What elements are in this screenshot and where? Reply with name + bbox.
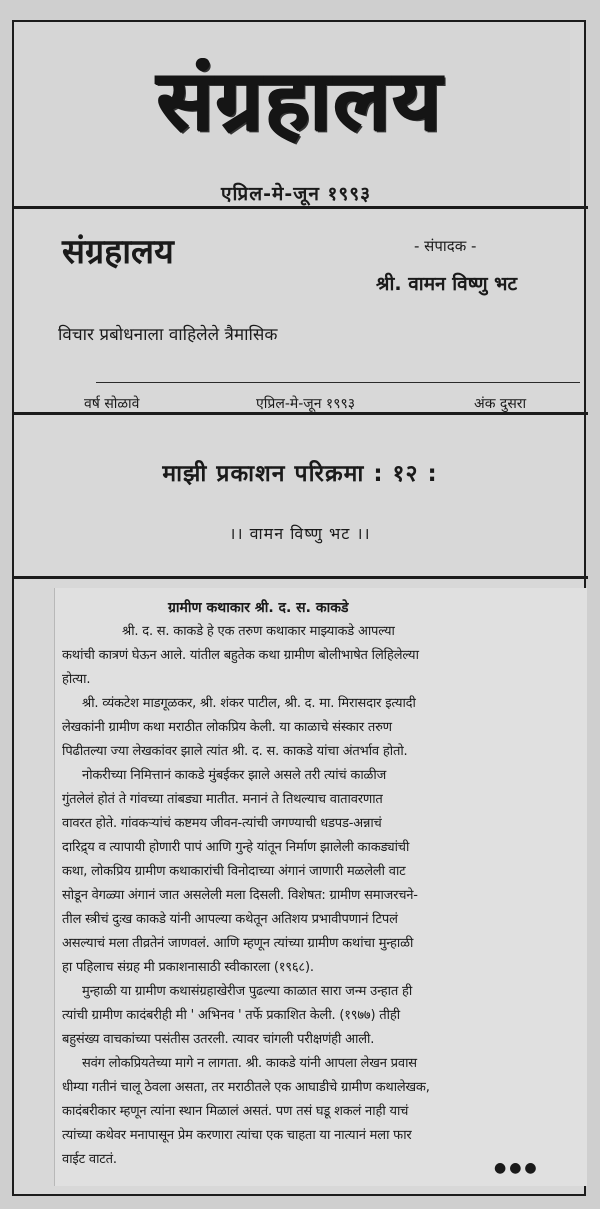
article-line: सवंग लोकप्रियतेच्या मागे न लागता. श्री. काकडे यांनी आपला लेखन प्रवास (82, 1056, 417, 1071)
article-line: श्री. द. स. काकडे हे एक तरुण कथाकार माझ्याकडे आपल्या (122, 624, 395, 639)
masthead-date: एप्रिल-मे-जून १९९३ (220, 183, 372, 205)
editor-label: - संपादक - (414, 237, 477, 255)
article-line: त्यांच्या कथेवर मनापासून प्रेम करणारा त्यांचा एक चाहता या नात्यानं मला फार (62, 1128, 412, 1143)
tagline: विचार प्रबोधनाला वाहिलेले त्रैमासिक (58, 325, 278, 345)
series-title: माझी प्रकाशन परिक्रमा : १२ : (162, 461, 438, 487)
article-line: धीम्या गतीनं चालू ठेवला असता, तर मराठीतले एक आघाडीचे ग्रामीण कथालेखक, (62, 1080, 430, 1095)
article-line: श्री. व्यंकटेश माडगूळकर, श्री. शंकर पाटील, श्री. द. मा. मिरासदार इत्यादी (82, 696, 416, 711)
article-line: तील स्त्रीचं दुःख काकडे यांनी आपल्या कथेतून अतिशय प्रभावीपणानं टिपलं (62, 912, 398, 927)
masthead-title: संग्रहालय (156, 50, 444, 149)
article-line: गुंतलेलं होतं ते गांवच्या तांबड्या मातीत. मनानं ते तिथल्याच वातावरणात (62, 792, 383, 807)
divider-rule (14, 412, 588, 415)
article-line: वावरत होते. गांवकऱ्यांचं कष्टमय जीवन-त्यांची जगण्याची धडपड-अन्नाचं (62, 816, 382, 831)
series-author: ।। वामन विष्णु भट ।। (229, 524, 371, 543)
publication-title: संग्रहालय (62, 232, 174, 272)
divider-rule (14, 576, 588, 579)
divider-rule (14, 206, 588, 209)
article-line: होत्या. (62, 672, 91, 687)
article-line: कथा, लोकप्रिय ग्रामीण कथाकारांची विनोदाच्या अंगानं जाणारी मळलेली वाट (62, 864, 406, 879)
article-heading: ग्रामीण कथाकार श्री. द. स. काकडे (168, 600, 349, 616)
article-line: मुन्हाळी या ग्रामीण कथासंग्रहाखेरीज पुढल्या काळात सारा जन्म उन्हात ही (82, 984, 413, 999)
article-line: दारिद्र्य व त्यापायी होणारी पापं आणि गुन्हे यांतून निर्माण झालेली काकड्यांची (62, 840, 410, 855)
publication-info (30, 214, 560, 412)
article-line: पिढीतल्या ज्या लेखकांवर झाले त्यांत श्री. द. स. काकडे यांचा अंतर्भाव होतो. (62, 744, 408, 759)
article-line: वाईट वाटतं. (62, 1152, 117, 1167)
end-mark: ●●● (494, 1160, 540, 1176)
info-divider (96, 382, 580, 383)
article-line: असल्याचं मला तीव्रतेनं जाणवलं. आणि म्हणून त्यांच्या ग्रामीण कथांचा मुन्हाळी (62, 936, 414, 951)
article-line: हा पहिलाच संग्रह मी प्रकाशनासाठी स्वीकारला (१९६८). (62, 960, 314, 975)
issue-date: एप्रिल-मे-जून १९९३ (256, 396, 356, 412)
article-line: कादंबरीकार म्हणून त्यांना स्थान मिळालं असतं. पण तसं घडू शकलं नाही याचं (62, 1104, 409, 1119)
article-line: कथांची कात्रणं घेऊन आले. यांतील बहुतेक कथा ग्रामीण बोलीभाषेत लिहिलेल्या (62, 648, 419, 663)
volume-year: वर्ष सोळावे (84, 396, 140, 412)
masthead (14, 22, 570, 200)
editor-name: श्री. वामन विष्णु भट (376, 273, 518, 295)
article-line: बहुसंख्य वाचकांच्या पसंतीस उतरली. त्यावर चांगली परीक्षणंही आली. (62, 1032, 375, 1047)
article-line: लेखकांनी ग्रामीण कथा मराठीत लोकप्रिय केली. या काळाचे संस्कार तरुण (62, 720, 392, 735)
article-line: नोकरीच्या निमित्तानं काकडे मुंबईकर झाले असले तरी त्यांचं काळीज (82, 768, 387, 783)
article-line: त्यांची ग्रामीण कादंबरीही मी ' अभिनव ' तर्फे प्रकाशित केली. (१९७७) तीही (62, 1008, 400, 1023)
issue-number: अंक दुसरा (474, 396, 527, 412)
article-line: सोडून वेगळ्या अंगानं जात असलेली मला दिसली. विशेषत: ग्रामीण समाजरचने- (62, 888, 418, 903)
